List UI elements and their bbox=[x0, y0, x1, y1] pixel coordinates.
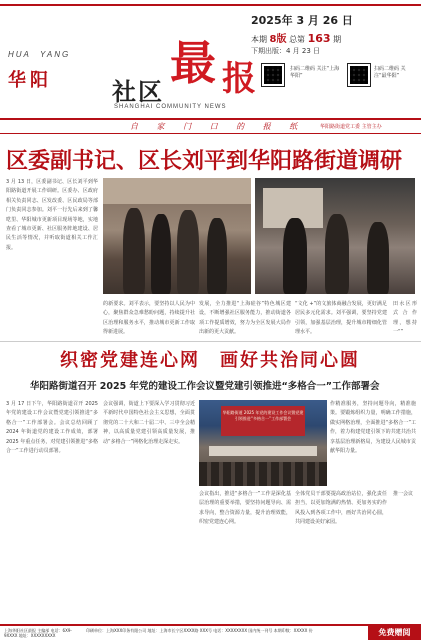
issue-total-label: 总第 bbox=[289, 35, 306, 44]
masthead-pinyin-yang: YANG bbox=[40, 50, 71, 59]
footer-printing-info: 印刷单位：上海XXX印务有限公司 地址：上海市长宁区XXXX路 XXX号 电话：XXXXXXXX 国内统一刊号 本期印数：XXXXX 份 bbox=[86, 628, 313, 633]
slogan: 自 家 门 口 的 报 纸 bbox=[130, 122, 306, 131]
article-subheadline: 华阳路街道召开 2025 年党的建设工作会议暨党建引领推进“多格合一”工作部署会 bbox=[30, 381, 380, 392]
masthead-pinyin-hua: HUA bbox=[8, 50, 31, 59]
article-body-column: 全体党员干部要提高政治站位，强化责任担当，以更加饱满的热情、更加务实的作风投入到各项工作中，画好共治同心圆，共同建设美好家园。 bbox=[295, 491, 387, 526]
publisher: 华阳路街道党工委 主管主办 bbox=[320, 124, 382, 130]
issue-edition: 8版 bbox=[269, 34, 287, 45]
free-copy-badge: 免费赠阅 bbox=[368, 626, 421, 640]
masthead-area-name: 华阳 bbox=[8, 70, 52, 91]
article-body-column: “文化 +”的文旅体商融合发展，更好满足居民多元化需求。刘平强调，要坚持党建引领，加强基层治理，提升城市精细化管理水平。 bbox=[295, 301, 387, 335]
article-body-column: 推一会议 bbox=[393, 491, 414, 497]
issue-date: 2025年 3 月 26 日 bbox=[251, 14, 353, 27]
masthead-logo-bao: 报 bbox=[222, 59, 256, 99]
article-body-column: 的新要求。刘平表示，要坚持以人民为中心，聚焦群众急难愁盼问题，持续提升社区治理和服务水平，推动城市更新工作取得新进展。 bbox=[103, 301, 195, 335]
article-body-column: 田水区形式合作理，想持一“” bbox=[393, 301, 417, 335]
next-issue-date: 下期出版：4 月 23 日 bbox=[251, 47, 321, 55]
qr-caption: 扫码二维码 关注“最华阳” bbox=[374, 66, 406, 79]
masthead-top-rule bbox=[0, 4, 421, 6]
article-body-column: 3 月 13 日，区委副书记、区长刘平到华阳路街道开展工作调研。区委办、区政府相关负责同志、区发改委、区民政局等部门负责同志参加。刘平一行先后来到了馨呓里、华阳城市更新项目现场等地，实地查看了城市更新、社区服务阵地建设、居民生活等情况，并听取街道相关工作汇报。 bbox=[6, 179, 98, 251]
article-body-column: 作精准服务，坚持问题导向，精准施策。要锻炼组织力量，明确工作措施，做实网格治理，全面推进“多格合一”工作，着力构建党建引领下的共建共治共享基层治理新格局，为建设人民城市贡献华阳力量。 bbox=[330, 401, 416, 455]
masthead-paper-name: 社区 bbox=[112, 77, 164, 106]
issue-number bbox=[251, 30, 341, 45]
article-body-column: 发展，全力推进“上海硅谷”特色城区建设，不断增强社区服务能力，推动街道各项工作提质增效，努力为全区发展大局作出新的更大贡献。 bbox=[199, 301, 291, 335]
qr-caption: 扫码二维码 关注“上海华阳” bbox=[290, 66, 340, 79]
qr-code-icon[interactable] bbox=[262, 64, 284, 86]
footer bbox=[0, 624, 421, 640]
stage-screen-text: 华阳路街道 2025 年党的建设工作会议暨党建引领推进“多格合一”工作部署会 bbox=[222, 410, 304, 421]
issue-suffix: 期 bbox=[333, 35, 342, 44]
stage-screen bbox=[221, 406, 305, 436]
article-body-column: 会议强调，街道上下要深入学习贯彻习近平新时代中国特色社会主义思想，全面贯彻党的二十大和二十届二中、三中全会精神，以高质量党建引领高质量发展，推动“多格合一”网格化治理走深走实。 bbox=[103, 401, 195, 445]
article-body-column: 3 月 17 日下午，华阳路街道召开 2025 年党的建设工作会议暨党建引领推进“多格合一”工作部署会。会议总结回顾了 2024 年街道党的建设工作成效，部署 2025 年重点任务，对党建引领推进“多格合一”工作进行动员部署。 bbox=[6, 401, 98, 455]
article-photo bbox=[199, 400, 327, 486]
masthead bbox=[0, 0, 421, 110]
issue-prefix: 本期 bbox=[251, 35, 267, 44]
footer-contact: 上海华阳社区最报 主编部 电话：6X9-9XXXX 地址：XXXXXXXXX bbox=[4, 628, 72, 638]
slogan-bar bbox=[0, 118, 421, 134]
article-photo bbox=[103, 178, 251, 294]
issue-total: 163 bbox=[307, 32, 331, 45]
article-body-column: 会议指出，推进“多格合一”工作是深化基层治理的重要举措，要坚持问题导向、需求导向，整合资源力量，提升治理效能，织密党建连心网。 bbox=[199, 491, 291, 526]
article-headline[interactable]: 区委副书记、区长刘平到华阳路街道调研 bbox=[6, 148, 403, 174]
qr-code-icon[interactable] bbox=[348, 64, 370, 86]
article-headline[interactable]: 织密党建连心网 画好共治同心圆 bbox=[60, 350, 360, 371]
article-photo bbox=[255, 178, 415, 294]
section-divider bbox=[0, 341, 421, 342]
masthead-english-name: SHANGHAI COMMUNITY NEWS bbox=[114, 104, 227, 110]
masthead-logo-zui: 最 bbox=[170, 36, 216, 90]
